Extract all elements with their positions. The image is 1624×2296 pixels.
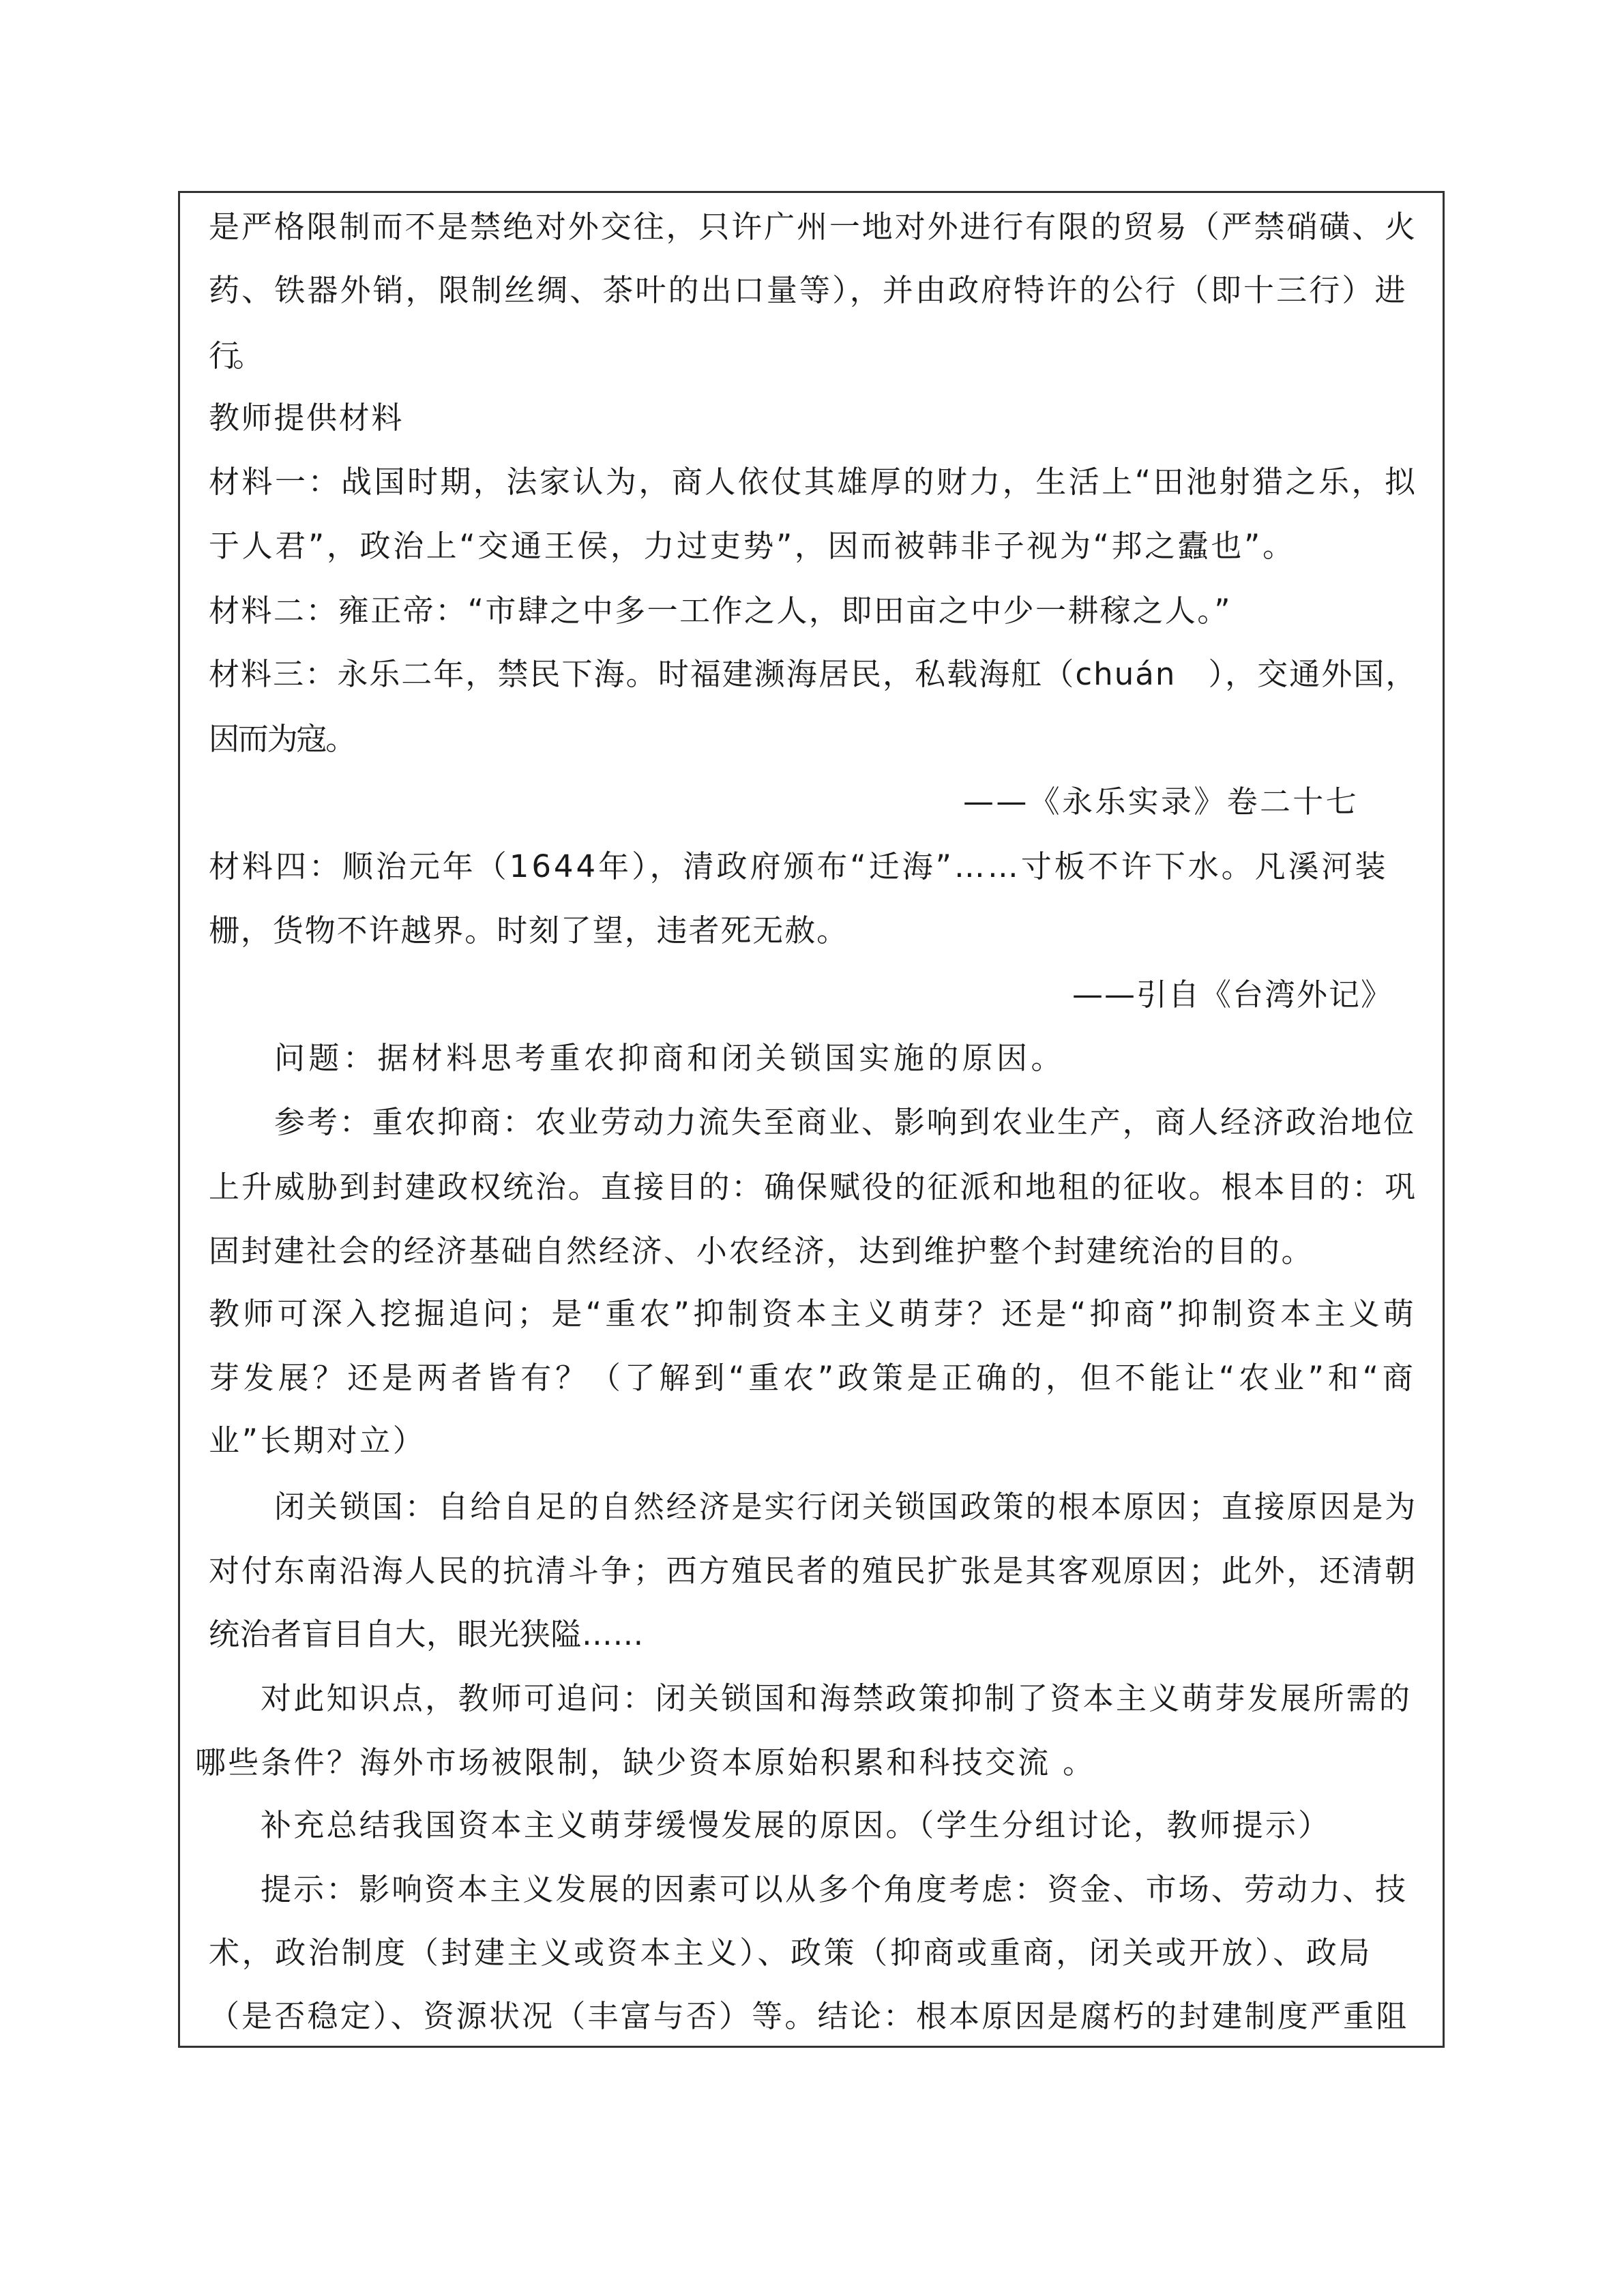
text-line: 业”长期对立） <box>209 1422 426 1459</box>
text-line: 统治者盲目自大，眼光狭隘…… <box>209 1616 644 1652</box>
text-line: （是否稳定）、资源状况（丰富与否）等。结论：根本原因是腐朽的封建制度严重阻 <box>209 1998 1409 2034</box>
text-line: 参考：重农抑商：农业劳动力流失至商业、影响到农业生产，商人经济政治地位 <box>274 1104 1417 1140</box>
text-line: 芽发展？还是两者皆有？（了解到“重农”政策是正确的，但不能让“农业”和“商 <box>209 1360 1417 1396</box>
text-line: 上升威胁到封建政权统治。直接目的：确保赋役的征派和地租的征收。根本目的：巩 <box>209 1169 1417 1205</box>
source-citation: ——引自《台湾外记》 <box>1072 976 1393 1013</box>
text-line: 术，政治制度（封建主义或资本主义）、政策（抑商或重商，闭关或开放）、政局 <box>209 1935 1373 1971</box>
text-line: 材料二：雍正帝：“市肆之中多一工作之人，即田亩之中少一耕稼之人。” <box>209 593 1232 629</box>
text-line: 药、铁器外销，限制丝绸、茶叶的出口量等），并由政府特许的公行（即十三行）进 <box>209 272 1408 308</box>
text-line: 栅，货物不许越界。时刻了望，违者死无赦。 <box>209 912 849 949</box>
text-line: 闭关锁国：自给自足的自然经济是实行闭关锁国政策的根本原因；直接原因是为 <box>274 1489 1418 1525</box>
text-line: 提示：影响资本主义发展的因素可以从多个角度考虑：资金、市场、劳动力、技 <box>261 1871 1408 1907</box>
source-citation: ——《永乐实录》卷二十七 <box>963 784 1359 820</box>
text-line: 材料四：顺治元年（1644年），清政府颁布“迁海”……寸板不许下水。凡溪河装 <box>209 848 1389 884</box>
text-line: 哪些条件？海外市场被限制，缺少资本原始积累和科技交流 。 <box>195 1744 1096 1780</box>
text-line: 对此知识点，教师可追问：闭关锁国和海禁政策抑制了资本主义萌芽发展所需的 <box>261 1680 1413 1716</box>
text-line: 固封建社会的经济基础自然经济、小农经济，达到维护整个封建统治的目的。 <box>209 1233 1314 1269</box>
text-line: 材料一：战国时期，法家认为，商人依仗其雄厚的财力，生活上“田池射猎之乐，拟 <box>209 464 1418 500</box>
text-line: 行。 <box>209 338 257 374</box>
text-line: 于人君”，政治上“交通王侯，力过吏势”，因而被韩非子视为“邦之蠹也”。 <box>209 528 1296 564</box>
text-line: 教师可深入挖掘追问；是“重农”抑制资本主义萌芽？还是“抑商”抑制资本主义萌 <box>209 1296 1418 1332</box>
text-line: 材料三：永乐二年，禁民下海。时福建濒海居民，私载海舡（chuán ），交通外国， <box>209 656 1418 692</box>
text-line: 问题：据材料思考重农抑商和闭关锁国实施的原因。 <box>274 1040 1065 1076</box>
text-line: 因而为寇。 <box>209 721 355 757</box>
text-line: 教师提供材料 <box>209 400 404 436</box>
text-line: 对付东南沿海人民的抗清斗争；西方殖民者的殖民扩张是其客观原因；此外，还清朝 <box>209 1553 1417 1589</box>
text-line: 是严格限制而不是禁绝对外交往，只许广州一地对外进行有限的贸易（严禁硝磺、火 <box>209 209 1417 245</box>
text-line: 补充总结我国资本主义萌芽缓慢发展的原因。（学生分组讨论，教师提示） <box>261 1807 1331 1843</box>
